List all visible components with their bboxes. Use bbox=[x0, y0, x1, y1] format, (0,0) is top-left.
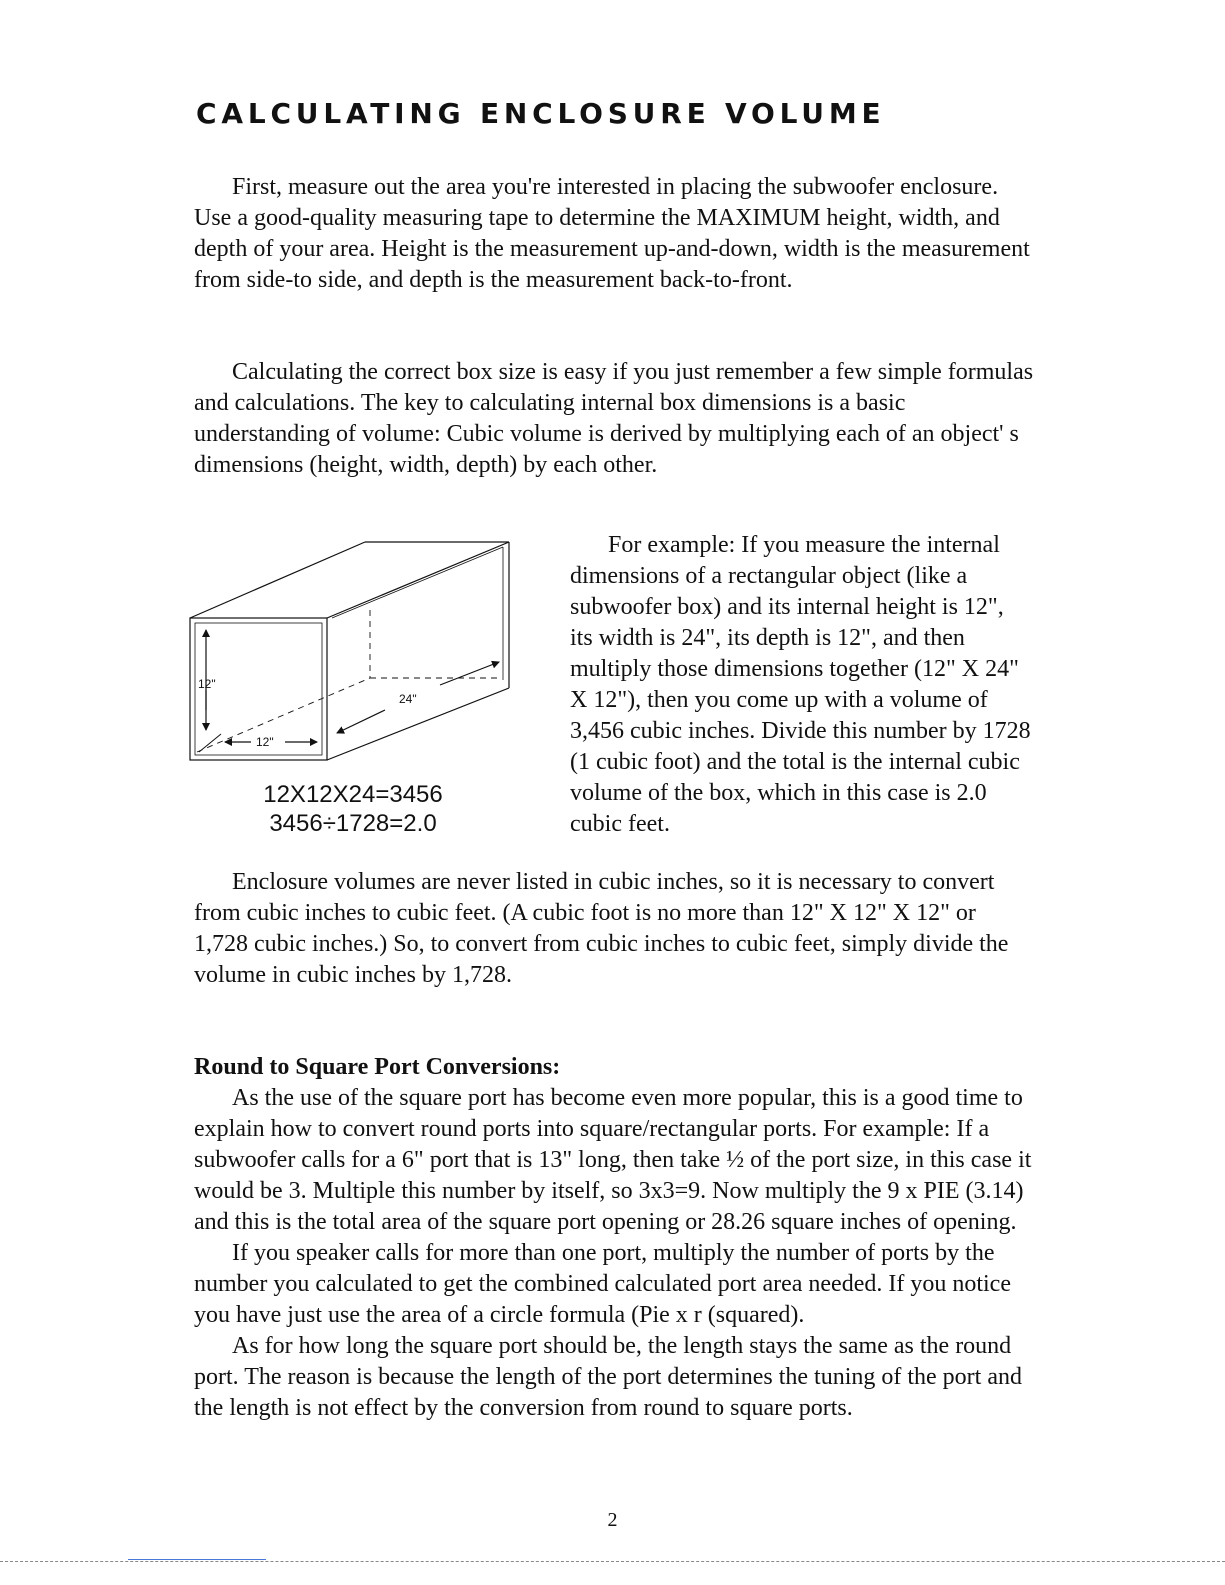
scan-edge-line bbox=[0, 1561, 1225, 1562]
depth-label: 24" bbox=[399, 692, 417, 706]
round-to-square-paragraph: As the use of the square port has become even more popular, this is a good time to explain how to convert round ports into square/rectangular ports. For example: If a subwoofer calls for a 6" port that is 13" long, then take ½ of the port size, in this case it would be 3. Multiple this number by itself, so 3x3=9. Now multiply the 9 x PIE (3.14) and this is the total area of the square port opening or 28.26 square inches of opening. bbox=[194, 1085, 1032, 1235]
width-label: 12" bbox=[256, 735, 274, 749]
multiple-ports-paragraph: If you speaker calls for more than one port, multiply the number of ports by the number you calculated to get the combined calculated port area needed. If you notice you have just use the area of a circle formula (Pie x r (squared). bbox=[194, 1240, 1011, 1328]
page-number: 2 bbox=[607, 1509, 618, 1531]
conversion-paragraph: Enclosure volumes are never listed in cubic inches, so it is necessary to convert from cubic inches to cubic feet. (A cubic foot is no more than 12" X 12" X 12" or 1,728 cubic inches.) So, to convert from cubic inches to cubic feet, simply divide the volume in cubic inches by 1,728. bbox=[194, 869, 1009, 988]
example-paragraph: For example: If you measure the internal dimensions of a rectangular object (like a subwoofer box) and its internal height is 12", its width is 24", its depth is 12", and then multiply those dimensions together (12" X 24" X 12"), then you come up with a volume of 3,456 cubic inches. Divide this number by 1728 (1 cubic foot) and the total is the internal cubic volume of the box, which in this case is 2.0 cubic feet. bbox=[570, 532, 1031, 837]
round-to-square-section bbox=[194, 1083, 1034, 1424]
page-heading: CALCULATING ENCLOSURE VOLUME bbox=[196, 97, 886, 130]
box-diagram-svg bbox=[185, 530, 520, 780]
intro-paragraph: First, measure out the area you're interested in placing the subwoofer enclosure. Use a good-quality measuring tape to determine the MAXIMUM height, width, and depth of your area. Height is the measurement up-and-down, width is the measurement from side-to side, and depth is the measurement back-to-front. bbox=[194, 174, 1030, 293]
round-to-square-heading: Round to Square Port Conversions: bbox=[194, 1054, 561, 1080]
cubic-feet-formula: 3456÷1728=2.0 bbox=[269, 810, 437, 837]
port-length-paragraph: As for how long the square port should be, the length stays the same as the round port. The reason is because the length of the port determines the tuning of the port and the length is not effect by the conversion from round to square ports. bbox=[194, 1333, 1022, 1421]
volume-paragraph: Calculating the correct box size is easy if you just remember a few simple formulas and calculations. The key to calculating internal box dimensions is a basic understanding of volume: Cubic volume is derived by multiplying each of an object' s dimensions (height, width, depth) by each other. bbox=[194, 359, 1034, 478]
scan-edge-mark bbox=[128, 1559, 266, 1560]
volume-formula: 12X12X24=3456 bbox=[263, 781, 443, 808]
box-diagram bbox=[185, 530, 520, 780]
height-label: 12" bbox=[198, 677, 216, 691]
